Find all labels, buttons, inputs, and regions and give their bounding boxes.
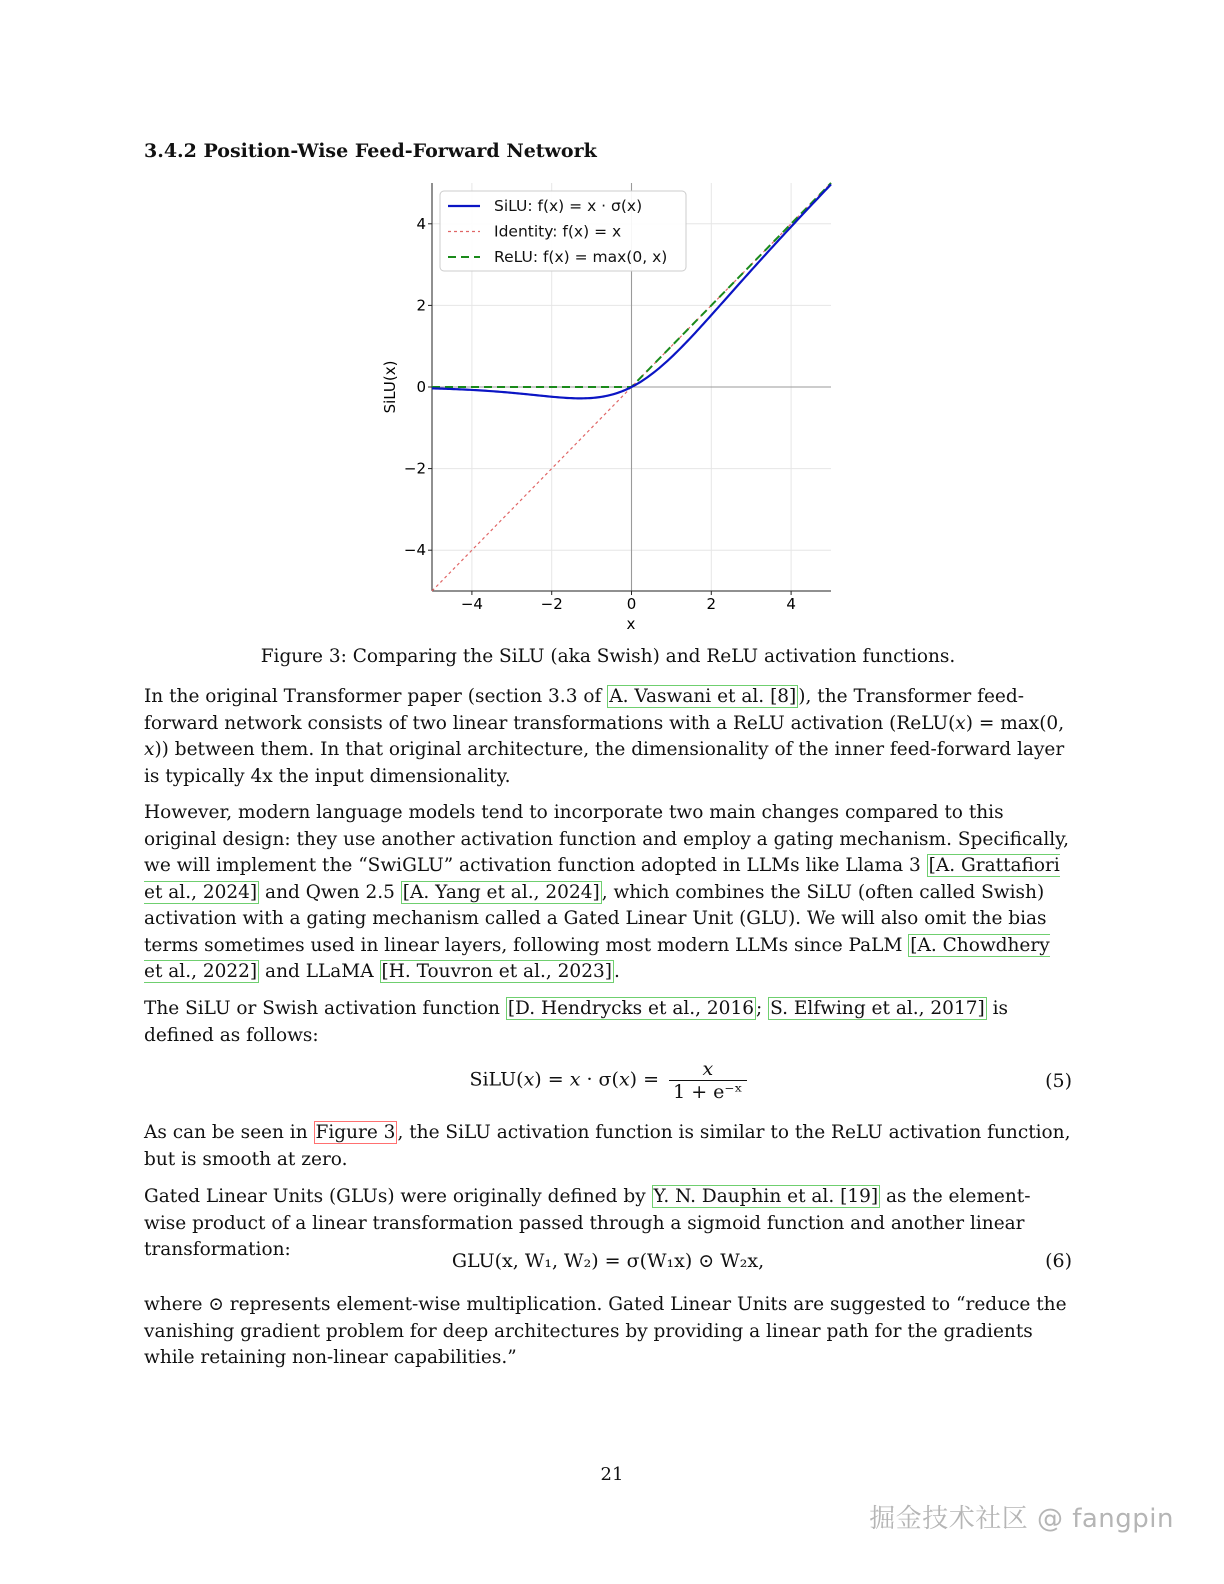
text: ), the Transformer feed-forward network consists of two linear transformations with a ReLU activation (ReLU( <box>144 686 1024 734</box>
y-tick-label: 0 <box>416 378 426 396</box>
paragraph-6: where ⊙ represents element-wise multiplication. Gated Linear Units are suggested to “reduce the vanishing gradient problem for deep architectures by providing a linear path for the gradients while retaining non-linear capabilities.” <box>144 1294 1067 1368</box>
text: is defined as follows: <box>144 998 1009 1046</box>
text: In the original Transformer paper (section 3.3 of <box>144 686 608 707</box>
x-axis-label: x <box>626 615 636 633</box>
y-tick-label: 2 <box>416 296 426 315</box>
y-tick-label: 4 <box>416 214 426 233</box>
figure-caption: Figure 3: Comparing the SiLU (aka Swish) and ReLU activation functions. <box>260 646 956 667</box>
x-tick-label: 4 <box>786 595 796 613</box>
citation-link[interactable]: S. Elfwing et al., 2017] <box>770 998 985 1019</box>
equation-6 <box>144 1250 1072 1276</box>
watermark: 掘金技术社区 @ fangpin <box>869 1504 1174 1534</box>
equation-number: (5) <box>1045 1070 1072 1092</box>
equation-5 <box>144 1058 1072 1108</box>
math-var: x <box>955 712 966 734</box>
chart-ticks <box>404 215 796 613</box>
y-axis-label: SiLU(x) <box>381 360 399 414</box>
math-text: SiLU( <box>469 1068 524 1091</box>
citation-link[interactable]: Y. N. Dauphin et al. [19] <box>653 1186 879 1207</box>
text: and LLaMA <box>259 961 380 982</box>
math-text: ) = <box>534 1068 570 1091</box>
text: , which combines the SiLU (often called Swish) activation with a gating mechanism called a Gated Linear Unit (GLU). We will also omit the bias terms sometimes used in linear layers, following most modern LLMs since PaLM <box>144 881 1047 956</box>
citation-link[interactable]: [A. Chowdhery et al., 2022] <box>144 934 1050 982</box>
chart-legend <box>440 191 686 271</box>
figure-reference-link[interactable]: Figure 3 <box>315 1122 396 1143</box>
citation-link[interactable]: A. Vaswani et al. [8] <box>609 686 797 707</box>
section-title: 3.4.2 Position-Wise Feed-Forward Network <box>144 140 597 162</box>
y-tick-label: −4 <box>403 541 426 560</box>
fraction <box>669 1058 746 1103</box>
citation-link[interactable]: [D. Hendrycks et al., 2016 <box>507 998 754 1019</box>
text: Gated Linear Units (GLUs) were originally defined by <box>144 1186 652 1207</box>
math-text: · σ( <box>580 1068 619 1091</box>
legend-label: SiLU: f(x) = x · σ(x) <box>494 197 643 215</box>
text: , the SiLU activation function is similar to the ReLU activation function, but is smooth at zero. <box>144 1122 1071 1170</box>
legend-label: Identity: f(x) = x <box>494 222 622 241</box>
math-var: x <box>523 1068 535 1091</box>
paragraph-1 <box>144 684 1072 790</box>
text: . <box>613 961 620 982</box>
text: However, modern language models tend to incorporate two main changes compared to this original design: they use another activation function and employ a gating mechanism. Specifically, we will implement the “SwiGLU” activation function adopted in LLMs like Llama 3 <box>144 802 1070 876</box>
equation-number: (6) <box>1045 1250 1072 1272</box>
y-tick-label: −2 <box>403 459 426 478</box>
math-var: x <box>618 1068 630 1091</box>
text: As can be seen in <box>144 1122 314 1143</box>
page-number: 21 <box>600 1464 624 1485</box>
legend-label: ReLU: f(x) = max(0, x) <box>494 248 668 266</box>
math-var: x <box>569 1068 581 1091</box>
paragraph-2 <box>144 800 1072 986</box>
x-tick-label: 2 <box>706 595 717 613</box>
paragraph-4 <box>144 1120 1072 1173</box>
citation-link[interactable]: [A. Grattafiori et al., 2024] <box>144 855 1060 903</box>
text: as the element-wise product of a linear transformation passed through a sigmoid function and another linear transformation: <box>144 1186 1031 1260</box>
math-var: x <box>144 739 155 760</box>
text: ) = max(0, <box>965 712 1065 734</box>
text: )) between them. In that original architecture, the dimensionality of the inner feed-forward layer is typically 4x the input dimensionality. <box>144 739 1065 787</box>
math-text: ) = <box>629 1068 660 1091</box>
equation-body: GLU(x, W₁, W₂) = σ(W₁x) ⊙ W₂x, <box>451 1250 765 1272</box>
numerator: x <box>669 1058 746 1081</box>
citation-link[interactable]: [H. Touvron et al., 2023] <box>381 961 612 982</box>
x-tick-label: −2 <box>540 595 563 613</box>
paragraph-3 <box>144 996 1072 1049</box>
activation-function-chart <box>370 178 850 638</box>
citation-link[interactable]: [A. Yang et al., 2024] <box>402 881 600 903</box>
denominator: 1 + e⁻ˣ <box>673 1081 743 1103</box>
text: ; <box>756 998 769 1019</box>
x-tick-label: −4 <box>460 595 483 613</box>
text: and Qwen 2.5 <box>259 881 401 903</box>
x-tick-label: 0 <box>626 595 637 613</box>
text: The SiLU or Swish activation function <box>144 998 506 1019</box>
